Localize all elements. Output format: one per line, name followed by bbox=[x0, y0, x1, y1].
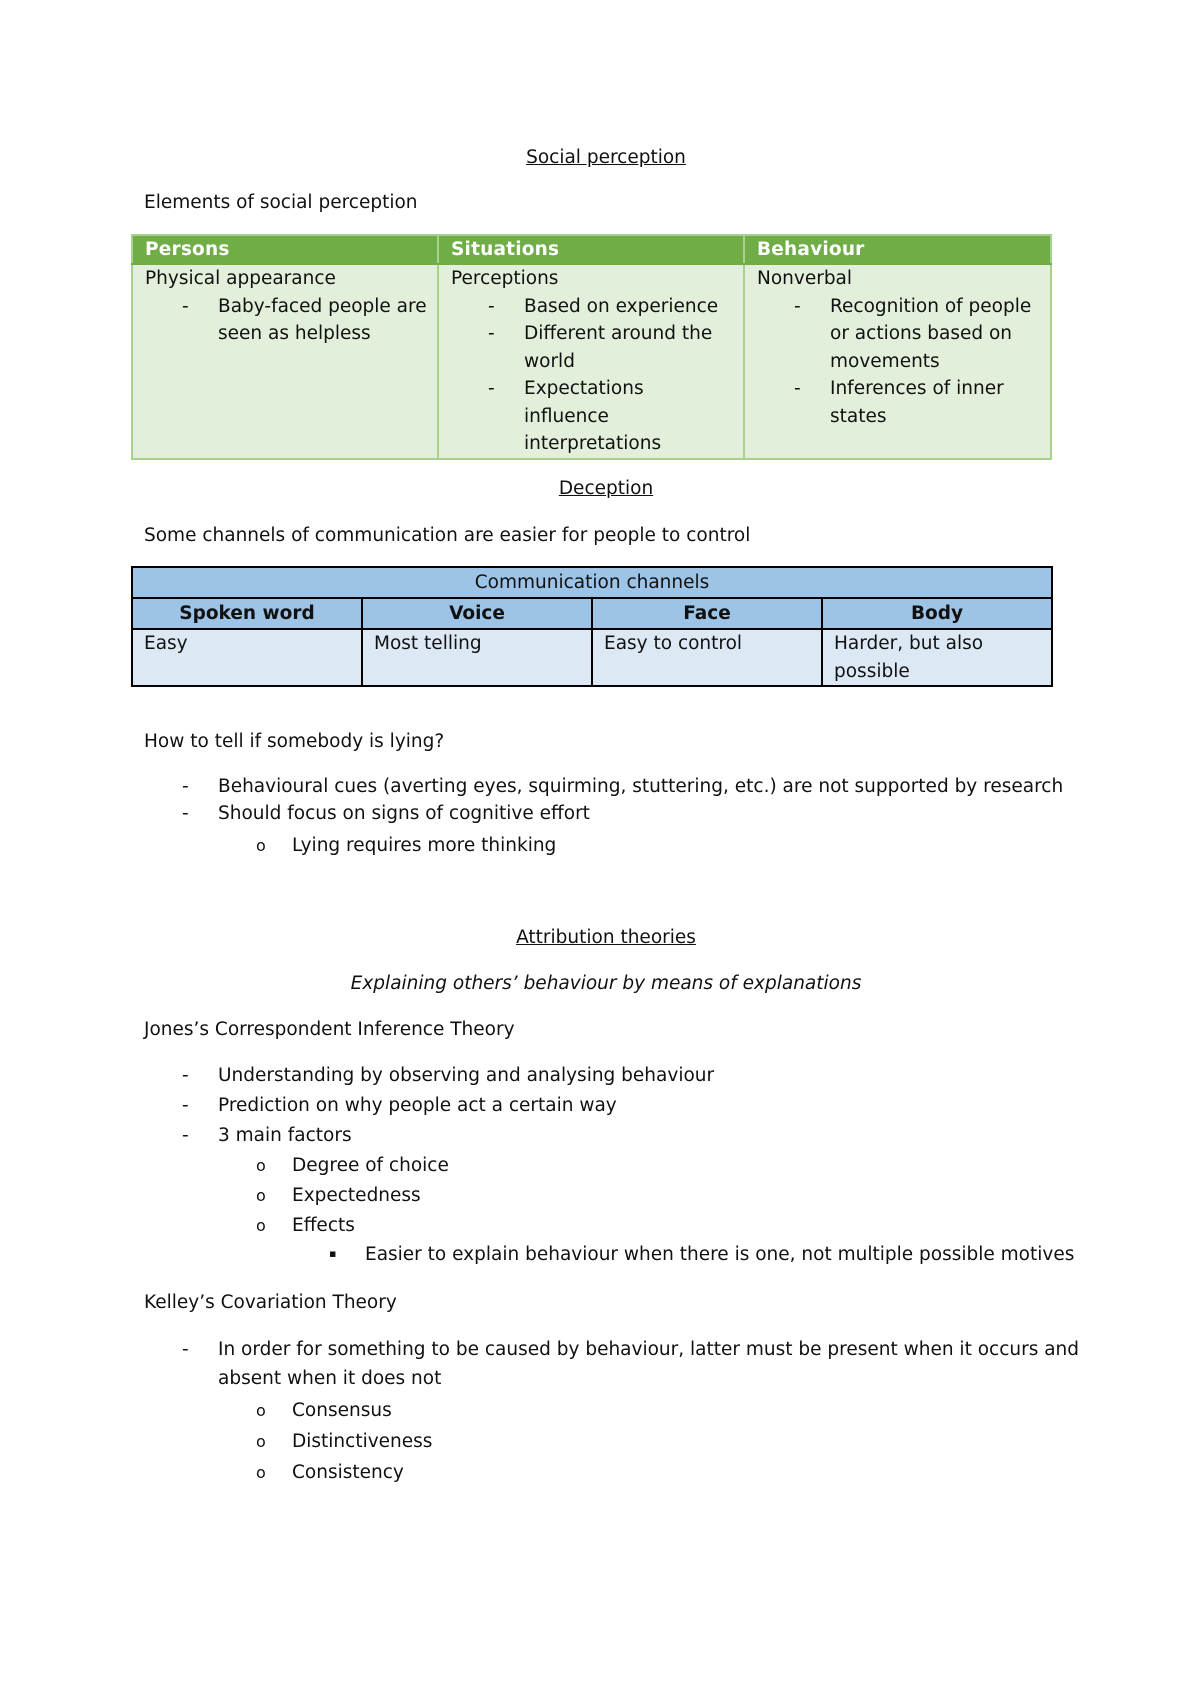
circle-bullet: o bbox=[256, 1432, 266, 1451]
circle-bullet: o bbox=[256, 836, 266, 855]
list-item: - 3 main factors bbox=[218, 1121, 714, 1151]
circle-bullet: o bbox=[256, 1216, 266, 1235]
list-item: o Consensus bbox=[292, 1395, 432, 1426]
list-item: - In order for something to be caused by behaviour, latter must be present when it occurs and bbox=[218, 1335, 1079, 1364]
dash-bullet: - bbox=[182, 1339, 189, 1360]
cell-heading: Nonverbal bbox=[757, 268, 853, 289]
square-bullet: ▪ bbox=[329, 1247, 337, 1260]
effects-note-list bbox=[329, 1241, 1075, 1268]
header-face: Face bbox=[592, 598, 822, 629]
list-item: o Consistency bbox=[292, 1457, 432, 1488]
cell-persons bbox=[132, 264, 438, 459]
section-title-social-perception: Social perception bbox=[526, 147, 686, 168]
dash-bullet: - bbox=[182, 1125, 189, 1146]
dash-bullet: - bbox=[488, 378, 495, 399]
jones-heading: Jones’s Correspondent Inference Theory bbox=[144, 1019, 515, 1040]
list-item: - Expectations influence interpretations bbox=[524, 375, 734, 458]
dash-bullet: - bbox=[182, 803, 189, 824]
dash-bullet: - bbox=[182, 1095, 189, 1116]
dash-bullet: - bbox=[182, 776, 189, 797]
list-item: o Degree of choice bbox=[292, 1151, 449, 1181]
header-body: Body bbox=[822, 598, 1052, 629]
list-item: - Understanding by observing and analysing behaviour bbox=[218, 1061, 714, 1091]
dash-bullet: - bbox=[182, 1065, 189, 1086]
list-item: - Baby-faced people are seen as helpless bbox=[218, 293, 428, 348]
list-item: - Behavioural cues (averting eyes, squirming, stuttering, etc.) are not supported by research bbox=[218, 773, 1063, 800]
cell-body: Harder, but also possible bbox=[822, 629, 1052, 686]
list-item: o Distinctiveness bbox=[292, 1426, 432, 1457]
table-caption: Communication channels bbox=[132, 567, 1052, 598]
subtitle-elements: Elements of social perception bbox=[144, 192, 418, 213]
list-item: ▪ Easier to explain behaviour when there is one, not multiple possible motives bbox=[365, 1241, 1074, 1268]
lying-sub-bullets bbox=[256, 832, 557, 859]
jones-factors bbox=[256, 1151, 449, 1241]
elements-table bbox=[131, 234, 1052, 460]
header-voice: Voice bbox=[362, 598, 592, 629]
list-item: - Based on experience bbox=[524, 293, 731, 321]
kelley-factors bbox=[256, 1395, 433, 1488]
cell-spoken-word: Easy bbox=[132, 629, 362, 686]
header-persons: Persons bbox=[132, 235, 438, 264]
section-title-attribution: Attribution theories bbox=[516, 927, 696, 948]
header-behaviour: Behaviour bbox=[744, 235, 1051, 264]
kelley-bullets bbox=[182, 1335, 1080, 1393]
kelley-heading: Kelley’s Covariation Theory bbox=[144, 1292, 397, 1313]
header-spoken-word: Spoken word bbox=[132, 598, 362, 629]
dash-bullet: - bbox=[488, 323, 495, 344]
attribution-tagline: Explaining others’ behaviour by means of explanations bbox=[350, 973, 862, 994]
dash-bullet: - bbox=[182, 295, 189, 317]
dash-bullet: - bbox=[794, 378, 801, 399]
cell-situations bbox=[438, 264, 744, 459]
cell-voice: Most telling bbox=[362, 629, 592, 686]
list-item: o Expectedness bbox=[292, 1181, 449, 1211]
header-situations: Situations bbox=[438, 235, 744, 264]
lying-question: How to tell if somebody is lying? bbox=[144, 731, 445, 752]
list-item: o Effects bbox=[292, 1211, 449, 1241]
deception-intro: Some channels of communication are easier for people to control bbox=[144, 525, 751, 546]
cell-heading: Perceptions bbox=[451, 268, 559, 289]
section-title-deception: Deception bbox=[558, 478, 654, 499]
communication-channels-table bbox=[131, 566, 1053, 687]
circle-bullet: o bbox=[256, 1156, 266, 1175]
cell-face: Easy to control bbox=[592, 629, 822, 686]
lying-bullets bbox=[182, 773, 1064, 827]
list-item: o Lying requires more thinking bbox=[292, 832, 556, 859]
list-item: - Prediction on why people act a certain way bbox=[218, 1091, 714, 1121]
circle-bullet: o bbox=[256, 1463, 266, 1482]
cell-heading: Physical appearance bbox=[145, 268, 336, 289]
list-item-continuation: absent when it does not bbox=[218, 1368, 442, 1389]
list-item: - Inferences of inner states bbox=[830, 375, 1020, 430]
dash-bullet: - bbox=[488, 295, 495, 317]
jones-bullets bbox=[182, 1061, 715, 1151]
dash-bullet: - bbox=[794, 295, 801, 317]
list-item: - Different around the world bbox=[524, 320, 724, 375]
cell-behaviour bbox=[744, 264, 1051, 459]
list-item: - Should focus on signs of cognitive effort bbox=[218, 800, 1063, 827]
circle-bullet: o bbox=[256, 1186, 266, 1205]
list-item: - Recognition of people or actions based on movements bbox=[830, 293, 1035, 376]
circle-bullet: o bbox=[256, 1401, 266, 1420]
